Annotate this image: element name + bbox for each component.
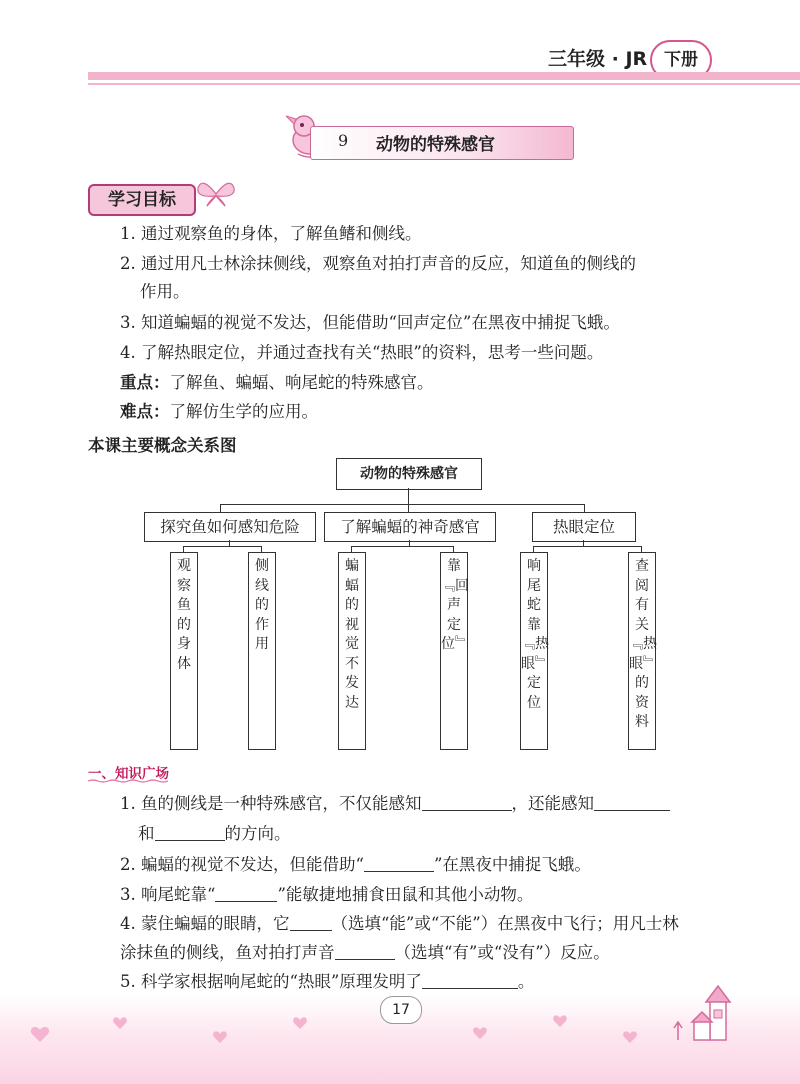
connector-line [220, 504, 584, 505]
answer-blank[interactable] [364, 853, 434, 872]
answer-blank[interactable] [215, 883, 277, 902]
diagram-heading: 本课主要概念关系图 [88, 436, 237, 455]
goal-item-1: 1. 通过观察鱼的身体，了解鱼鳍和侧线。 [120, 224, 422, 243]
grade-label: 三年级 · JR [548, 48, 648, 70]
goal-item-2-cont: 作用。 [140, 282, 190, 301]
question-1-cont: 和 的方向。 [138, 824, 291, 843]
volume-badge: 下册 [650, 40, 712, 80]
header-rule [88, 83, 800, 85]
goal-item-2: 2. 通过用凡士林涂抹侧线，观察鱼对拍打声音的反应，知道鱼的侧线的 [120, 254, 636, 273]
leaf-node-rattlesnake: 响尾蛇靠﹃热眼﹄定位 [520, 552, 548, 750]
question-5: 5. 科学家根据响尾蛇的“热眼”原理发明了 。 [120, 972, 535, 991]
leaf-node-bat-vision: 蝙蝠的视觉不发达 [338, 552, 366, 750]
difficult-point-text: 了解仿生学的应用。 [169, 402, 318, 421]
leaf-node-thermal-info: 查阅有关﹃热眼﹄的资料 [628, 552, 656, 750]
answer-blank[interactable] [290, 912, 332, 931]
butterfly-icon [194, 174, 238, 214]
leaf-node-lateral-line: 侧线的作用 [248, 552, 276, 750]
connector-line [183, 546, 261, 547]
connector-line [533, 546, 641, 547]
connector-line [220, 504, 221, 512]
connector-line [584, 504, 585, 512]
question-4: 4. 蒙住蝙蝠的眼睛，它 （选填“能”或“不能”）在黑夜中飞行；用凡士林 [120, 914, 679, 933]
section-label-goals: 学习目标 [88, 184, 196, 216]
answer-blank[interactable] [422, 970, 518, 989]
leaf-node-fish-body: 观察鱼的身体 [170, 552, 198, 750]
section-underline [88, 779, 168, 783]
goal-item-4: 4. 了解热眼定位，并通过查找有关“热眼”的资料，思考一些问题。 [120, 343, 604, 362]
difficult-point [120, 401, 318, 423]
question-3: 3. 响尾蛇靠“ ”能敏捷地捕食田鼠和其他小动物。 [120, 885, 534, 904]
lesson-title: 动物的特殊感官 [376, 135, 495, 155]
answer-blank[interactable] [335, 941, 395, 960]
connector-line [408, 504, 409, 512]
tower-house-icon [664, 982, 744, 1044]
header-band [88, 72, 800, 80]
diagram-root-node: 动物的特殊感官 [336, 458, 482, 490]
key-point-text: 了解鱼、蝙蝠、响尾蛇的特殊感官。 [169, 373, 434, 392]
connector-line [408, 488, 409, 504]
question-1: 1. 鱼的侧线是一种特殊感官，不仅能感知 ，还能感知 [120, 792, 670, 815]
goal-item-3: 3. 知道蝙蝠的视觉不发达，但能借助“回声定位”在黑夜中捕捉飞蛾。 [120, 313, 620, 332]
page-number: 17 [380, 996, 422, 1024]
question-4-cont: 涂抹鱼的侧线，鱼对拍打声音 （选填“有”或“没有”）反应。 [120, 943, 610, 962]
key-point [120, 372, 434, 394]
leaf-node-echolocation: 靠﹃回声定位﹄ [440, 552, 468, 750]
connector-line [351, 546, 453, 547]
answer-blank[interactable] [422, 792, 512, 811]
branch-node-fish: 探究鱼如何感知危险 [144, 512, 316, 542]
key-point-label: 重点： [120, 373, 170, 392]
answer-blank[interactable] [155, 822, 225, 841]
branch-node-bat: 了解蝙蝠的神奇感官 [324, 512, 496, 542]
difficult-point-label: 难点： [120, 402, 170, 421]
answer-blank[interactable] [594, 792, 670, 811]
question-2: 2. 蝙蝠的视觉不发达，但能借助“ ”在黑夜中捕捉飞蛾。 [120, 855, 591, 874]
section-title-knowledge: 一、知识广场 [88, 766, 169, 782]
branch-node-thermal: 热眼定位 [532, 512, 636, 542]
lesson-number: 9 [338, 131, 349, 150]
